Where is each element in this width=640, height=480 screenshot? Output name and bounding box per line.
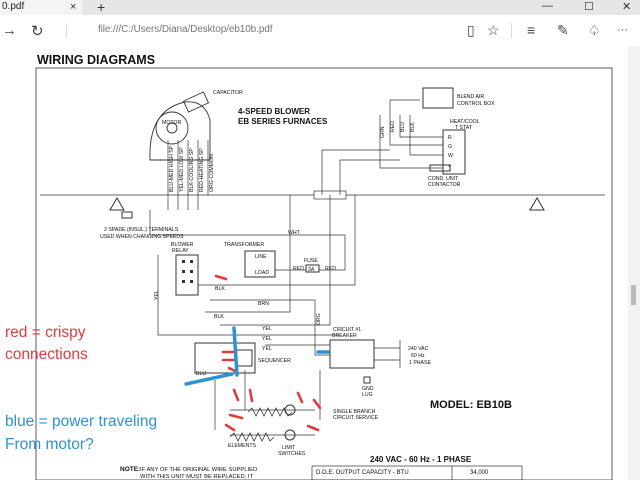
share-icon[interactable]: ♤ bbox=[588, 22, 601, 38]
diagram-title-2: EB SERIES FURNACES bbox=[238, 117, 328, 126]
model-label: MODEL: EB10B bbox=[430, 399, 512, 411]
svg-text:1 PHASE: 1 PHASE bbox=[409, 360, 431, 366]
refresh-icon[interactable]: ↻ bbox=[31, 23, 44, 40]
ground-symbol-right bbox=[530, 198, 544, 210]
red-note-line-2: connections bbox=[5, 346, 88, 363]
svg-text:RELAY: RELAY bbox=[172, 248, 189, 254]
svg-text:TRANSFORMER: TRANSFORMER bbox=[224, 242, 265, 248]
blue-note-line-2: From motor? bbox=[5, 436, 94, 453]
svg-text:G: G bbox=[448, 144, 453, 150]
svg-text:RED: RED bbox=[325, 266, 336, 272]
svg-text:ORG-COMMON: ORG-COMMON bbox=[209, 154, 215, 192]
svg-text:SWITCHES: SWITCHES bbox=[278, 451, 306, 457]
svg-text:GND: GND bbox=[362, 386, 374, 392]
svg-text:BLK: BLK bbox=[410, 122, 416, 132]
svg-text:WITH THIS UNIT MUST BE REPLACE: WITH THIS UNIT MUST BE REPLACED, IT bbox=[140, 474, 254, 480]
svg-text:BLK-COOLING SP: BLK-COOLING SP bbox=[189, 148, 195, 192]
svg-text:YEL-MED LOW SP: YEL-MED LOW SP bbox=[179, 147, 185, 192]
blue-annotation-marks bbox=[186, 328, 328, 384]
svg-text:GRN: GRN bbox=[380, 126, 386, 138]
diagram-title-1: 4-SPEED BLOWER bbox=[238, 107, 311, 116]
blend-air-control-box bbox=[423, 88, 453, 108]
svg-text:CIRCUIT #1: CIRCUIT #1 bbox=[333, 327, 362, 333]
thermostat-wires bbox=[322, 100, 443, 195]
blower-relay bbox=[176, 255, 198, 295]
svg-text:CONTROL BOX: CONTROL BOX bbox=[457, 101, 495, 107]
svg-text:BLK: BLK bbox=[214, 314, 224, 320]
more-icon[interactable]: ··· bbox=[617, 24, 628, 36]
table-title: 240 VAC - 60 Hz - 1 PHASE bbox=[370, 455, 472, 464]
favorite-star-icon[interactable]: ☆ bbox=[487, 22, 500, 38]
svg-text:34,000: 34,000 bbox=[470, 470, 489, 476]
forward-icon[interactable]: → bbox=[2, 22, 17, 39]
svg-text:3A: 3A bbox=[308, 267, 315, 273]
svg-text:D.O.E. OUTPUT CAPACITY - BTU: D.O.E. OUTPUT CAPACITY - BTU bbox=[316, 470, 409, 476]
svg-text:2 SPADE (INSUL.) TERMINALS: 2 SPADE (INSUL.) TERMINALS bbox=[104, 227, 179, 233]
svg-text:WHT: WHT bbox=[288, 230, 300, 236]
svg-text:CONTACTOR: CONTACTOR bbox=[428, 182, 461, 188]
sequencer bbox=[195, 343, 255, 373]
note-label: NOTE: bbox=[120, 466, 141, 473]
svg-text:LUG: LUG bbox=[362, 392, 373, 398]
svg-text:BLU: BLU bbox=[196, 371, 207, 377]
url-field[interactable]: file:///C:/Users/Diana/Desktop/eb10b.pdf bbox=[98, 24, 273, 35]
svg-text:60 Hz: 60 Hz bbox=[411, 353, 425, 359]
svg-text:SINGLE BRANCH: SINGLE BRANCH bbox=[333, 409, 376, 415]
tab-close-icon[interactable]: × bbox=[70, 1, 77, 13]
svg-text:RED: RED bbox=[293, 266, 304, 272]
maximize-button[interactable]: ☐ bbox=[584, 1, 594, 13]
svg-text:BLOWER: BLOWER bbox=[171, 242, 194, 248]
svg-text:ELEMENTS: ELEMENTS bbox=[228, 443, 256, 449]
capacitor-label: CAPACITOR bbox=[213, 90, 243, 96]
page-heading: WIRING DIAGRAMS bbox=[37, 53, 156, 67]
thermostat bbox=[443, 130, 465, 174]
svg-text:BLK: BLK bbox=[215, 286, 225, 292]
svg-text:240 VAC: 240 VAC bbox=[408, 346, 429, 352]
svg-text:ORG: ORG bbox=[316, 313, 322, 325]
svg-text:IF ANY OF THE ORIGINAL WIRE SU: IF ANY OF THE ORIGINAL WIRE SUPPLIED bbox=[140, 467, 258, 473]
svg-text:SEQUENCER: SEQUENCER bbox=[258, 358, 291, 364]
svg-text:CIRCUIT SERVICE: CIRCUIT SERVICE bbox=[333, 415, 379, 421]
heating-element-2 bbox=[230, 433, 274, 441]
svg-text:USED WHEN CHANGING SPEEDS: USED WHEN CHANGING SPEEDS bbox=[100, 234, 184, 240]
svg-text:LINE: LINE bbox=[255, 254, 267, 260]
relay-terminals bbox=[182, 260, 193, 283]
red-note-line-1: red = crispy bbox=[5, 324, 86, 341]
svg-text:LIMIT: LIMIT bbox=[282, 445, 296, 451]
svg-text:BLU-MED HIGH SP: BLU-MED HIGH SP bbox=[169, 145, 175, 192]
svg-text:W: W bbox=[448, 153, 453, 159]
svg-text:HEAT/COOL: HEAT/COOL bbox=[450, 119, 480, 125]
svg-text:Y: Y bbox=[448, 165, 452, 171]
ground-lug bbox=[364, 377, 370, 383]
svg-text:R: R bbox=[448, 135, 452, 141]
web-note-icon[interactable]: ✎ bbox=[557, 22, 569, 38]
svg-text:FUSE: FUSE bbox=[304, 258, 318, 264]
svg-text:YEL: YEL bbox=[262, 346, 272, 352]
circuit-breaker bbox=[330, 340, 374, 368]
svg-text:BLEND AIR: BLEND AIR bbox=[457, 94, 485, 100]
svg-text:YEL: YEL bbox=[262, 336, 272, 342]
red-annotation-marks bbox=[216, 276, 320, 430]
svg-text:BRN: BRN bbox=[258, 301, 269, 307]
reading-view-icon[interactable]: ▯ bbox=[467, 22, 475, 38]
svg-text:RED-HEATING SP: RED-HEATING SP bbox=[199, 148, 205, 192]
spade-terminal bbox=[122, 212, 132, 218]
blue-note-line-1: blue = power traveling bbox=[5, 413, 158, 430]
svg-text:T STAT: T STAT bbox=[455, 125, 473, 131]
new-tab-button[interactable]: + bbox=[97, 0, 106, 15]
tab-title: 0.pdf bbox=[2, 1, 25, 12]
close-window-button[interactable]: ✕ bbox=[622, 1, 632, 13]
svg-text:BREAKER: BREAKER bbox=[332, 333, 357, 339]
svg-text:COND. UNIT: COND. UNIT bbox=[428, 176, 459, 182]
svg-text:YEL: YEL bbox=[154, 290, 160, 300]
motor-label: MOTOR bbox=[162, 120, 182, 126]
svg-text:YEL: YEL bbox=[262, 326, 272, 332]
hub-icon[interactable]: ≡ bbox=[527, 22, 536, 38]
minimize-button[interactable]: — bbox=[542, 0, 553, 12]
svg-text:BLU: BLU bbox=[400, 121, 406, 132]
svg-text:RED: RED bbox=[390, 121, 396, 132]
svg-text:LOAD: LOAD bbox=[255, 270, 270, 276]
ground-symbol-left bbox=[110, 198, 124, 210]
